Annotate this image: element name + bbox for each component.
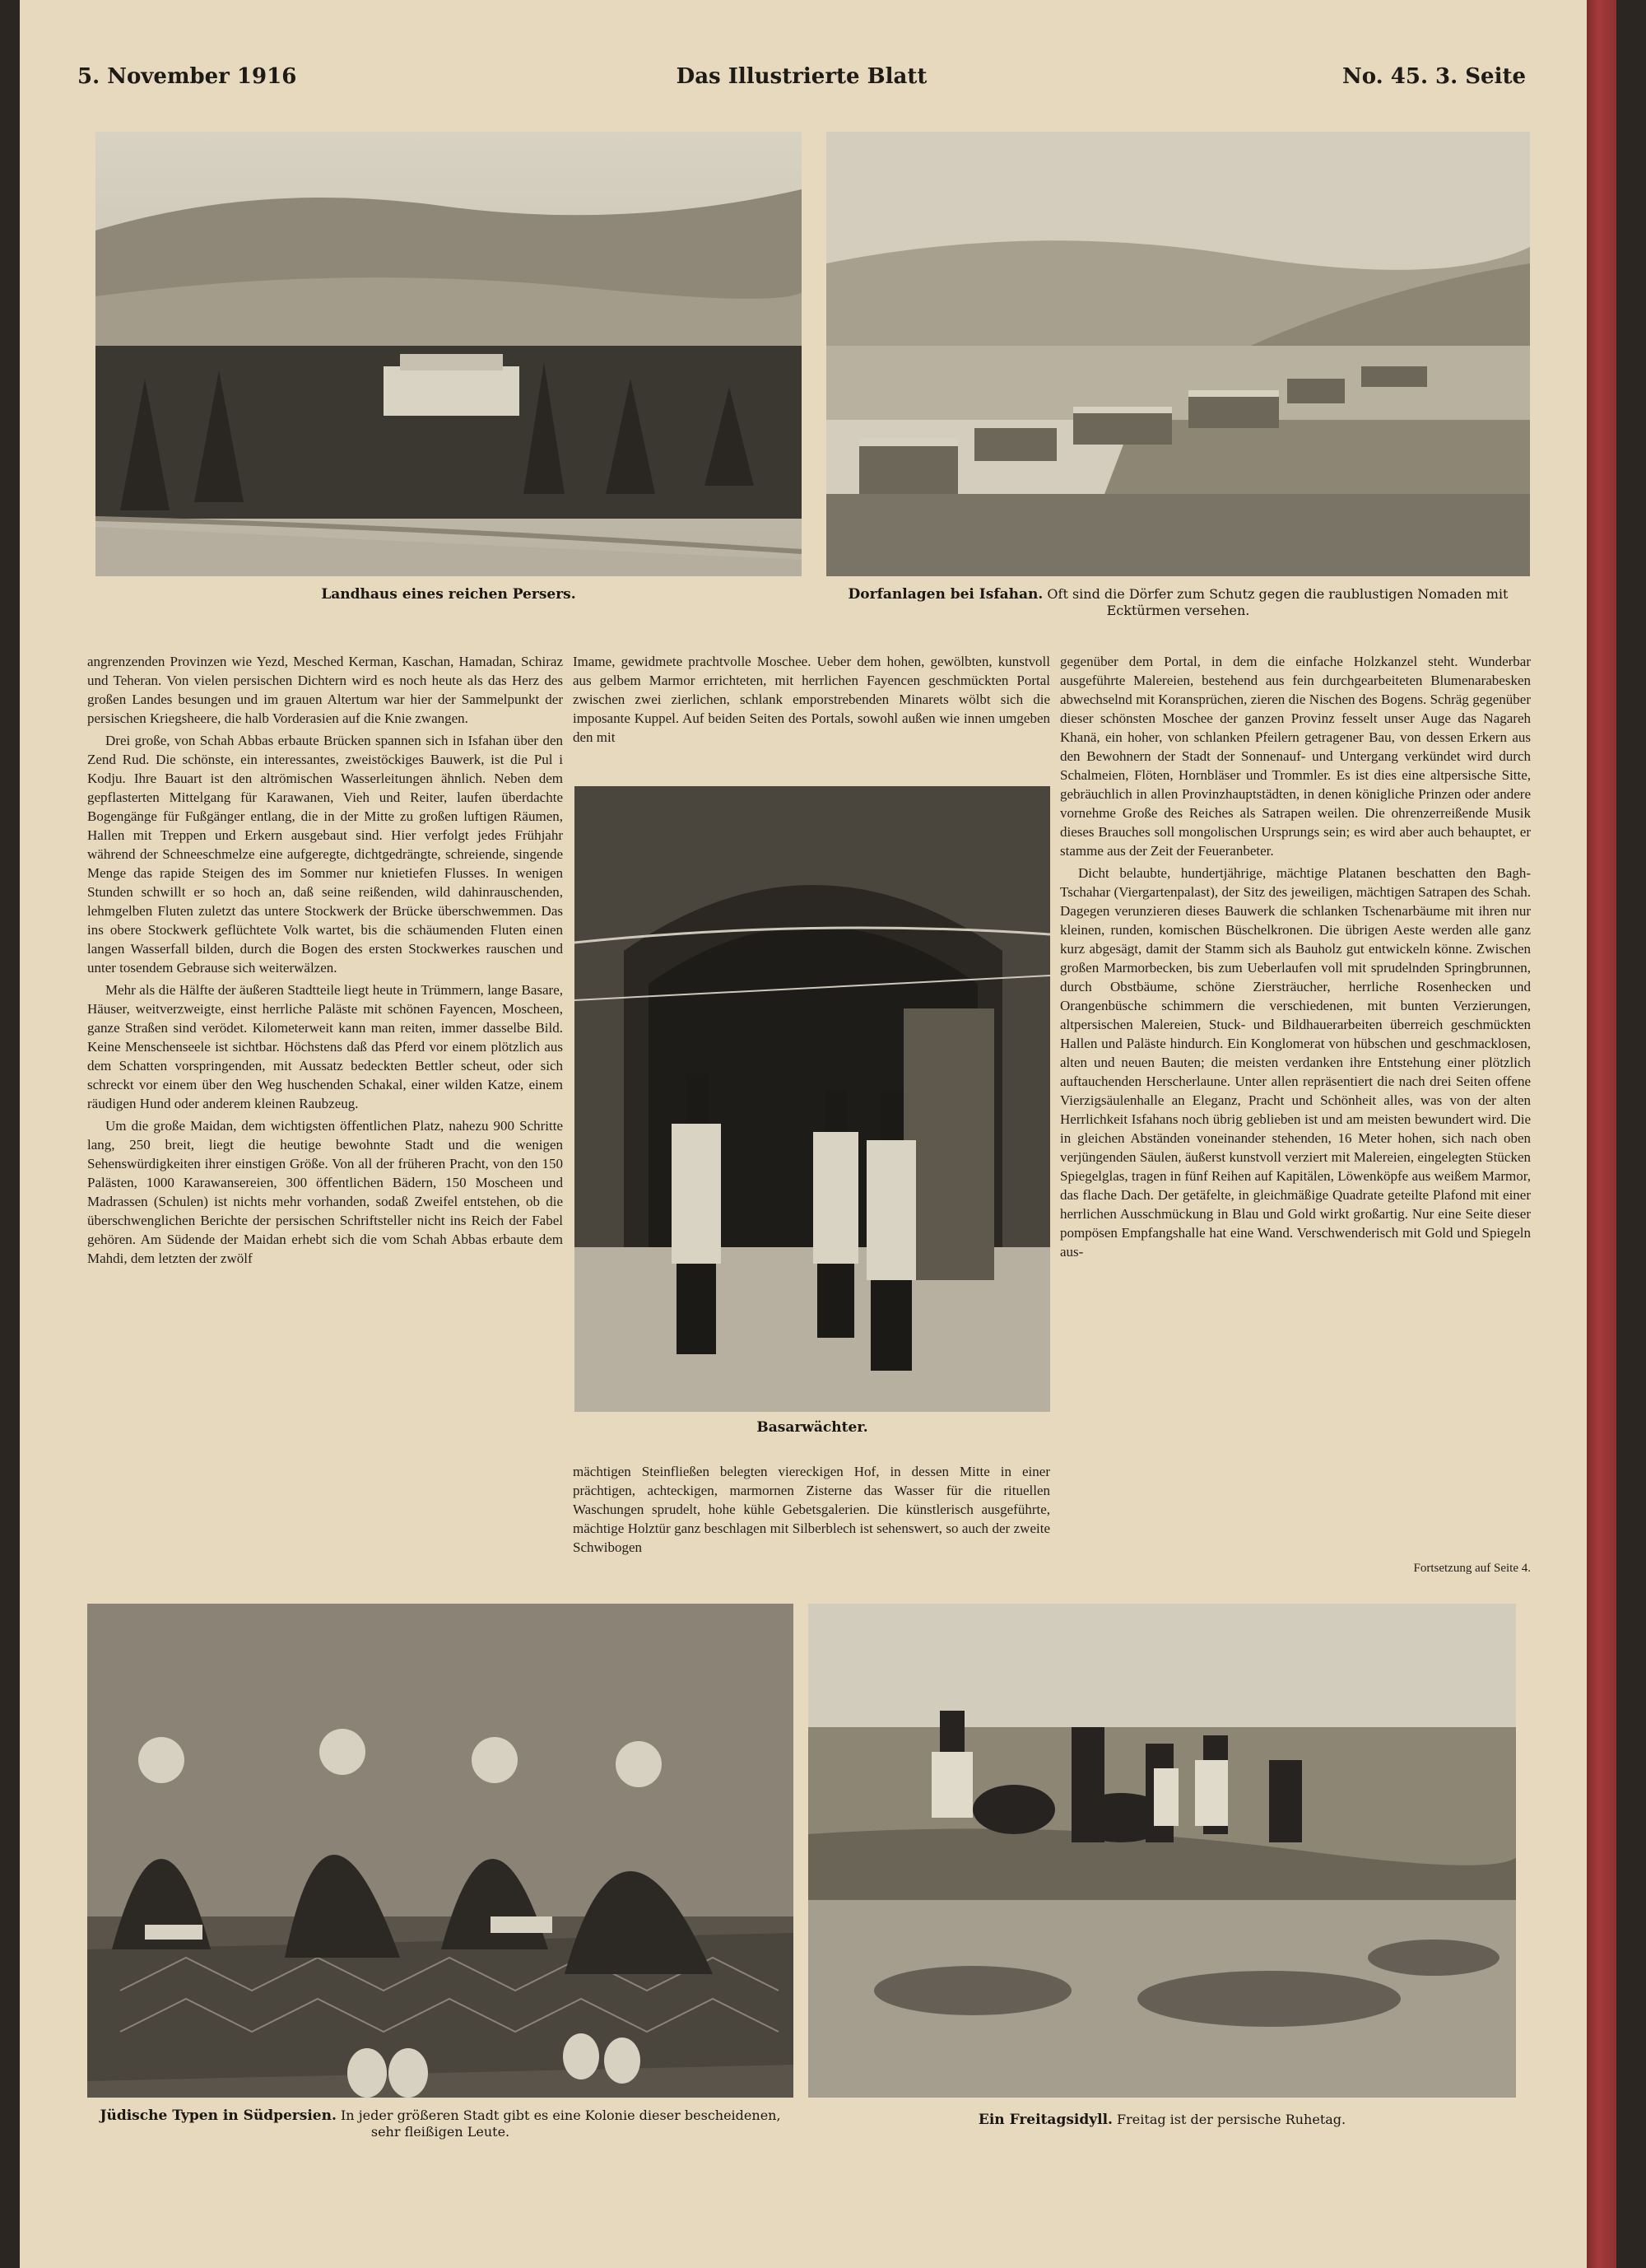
caption-title: Landhaus eines reichen Persers. (321, 586, 576, 603)
continuation-note: Fortsetzung auf Seite 4. (1413, 1562, 1531, 1575)
red-binding (1587, 0, 1616, 2268)
caption-title: Jüdische Typen in Südpersien. (100, 2107, 337, 2124)
photo-jewish-types (87, 1604, 793, 2098)
paragraph: angrenzenden Provinzen wie Yezd, Mesched Kerman, Kaschan, Hamadan, Schiraz und Teheran. Von vielen persischen Dichtern wird es noch heute als das Herz des großen Landes besungen und im grauen Altertum war hier der Sammelpunkt der persischen Kriegsheere, die halb Vorderasien auf die Knie zwangen. (87, 654, 563, 726)
caption-title: Dorfanlagen bei Isfahan. (848, 586, 1044, 603)
page-number: No. 45. 3. Seite (1342, 64, 1526, 89)
article-column-2-bottom (573, 1462, 1050, 1586)
issue-date: 5. November 1916 (77, 64, 297, 89)
paragraph: Mehr als die Hälfte der äußeren Stadtteile liegt heute in Trümmern, lange Basare, Häuser, weitverzweigte, einst herrliche Paläste mit schönen Fayencen, Moscheen, ganze Straßen sind verödet. Kilometerweit kann man reiten, immer dasselbe Bild. Keine Menschenseele ist sichtbar. Höchstens daß das Pferd vor einem plötzlich aus dem Schatten vorspringenden, mit Aussatz bedeckten Bettler scheut, oder sich schreckt vor einem über den Weg huschenden Schakal, einer wilden Katze, einem räudigen Hund oder anderem kleinen Raubzeug. (87, 982, 563, 1111)
paragraph: Drei große, von Schah Abbas erbaute Brücken spannen sich in Isfahan über den Zend Rud. Die schönste, ein interessantes, zweistöckiges Bauwerk, ist die Pul i Kodju. Ihre Bauart ist den altrömischen Wasserleitungen ähnlich. Neben dem gepflasterten Mittelgang für Karawanen, Vieh und Reiter, laufen überdachte Bogengänge für Fußgänger entlang, die in der Mitte zu großen luftigen Räumen, Hallen mit Treppen und Erkern ausgebaut sind. Hier verfolgt jedes Frühjahr während der Schneeschmelze eine aufgeregte, dichtgedrängte, schreiende, singende Menge das rapide Steigen des im Sommer nur knietiefen Flusses. In wenigen Stunden schwillt er so hoch an, daß seine reißenden, wild dahinrauschenden, lehmgelben Fluten zuletzt das untere Stockwerk der Brücke überschwemmen. Das ins obere Stockwerk geflüchtete Volk wartet, bis die schäumenden Fluten einen langen Wasserfall bilden, durch die Bogen des ersten Stockwerkes rauschen und unter tosendem Gebrause sich weiterwälzen. (87, 733, 563, 976)
paragraph: Um die große Maidan, dem wichtigsten öffentlichen Platz, nahezu 900 Schritte lang, 250 breit, liegt die heutige bewohnte Stadt und die wenigen Sehenswürdigkeiten ihrer einstigen Größe. Von all der früheren Pracht, von den 150 Palästen, 1000 Karawansereien, 300 öffentlichen Bädern, 150 Moscheen und Madrassen (Schulen) ist nichts mehr vorhanden, sodaß Zweifel entstehen, ob die überschwenglichen Berichte der persischen Schriftsteller nicht ins Reich der Fabel gehören. Am Südende der Maidan erhebt sich die vom Schah Abbas erbaute dem Mahdi, dem letzten der zwölf (87, 1118, 563, 1266)
article-column-3 (1060, 652, 1531, 1574)
photo-friday-idyll (808, 1604, 1516, 2098)
caption-text: In jeder größeren Stadt gibt es eine Kolonie dieser bescheidenen, sehr fleißigen Leute. (340, 2107, 781, 2140)
caption-text: Oft sind die Dörfer zum Schutz gegen die raublustigen Nomaden mit Ecktürmen versehen. (1047, 586, 1509, 618)
paragraph: Imame, gewidmete prachtvolle Moschee. Ueber dem hohen, gewölbten, kunstvoll aus gelbem Marmor errichteten, mit herrlichen Fayencen geschmückten Portal zwischen zwei zierlichen, schlank emporstrebenden Minarets wölbt sich die imposante Kuppel. Auf beiden Seiten des Portals, sowohl außen wie innen umgeben den mit (573, 654, 1050, 745)
paragraph: Dicht belaubte, hundertjährige, mächtige Platanen beschatten den Bagh-Tschahar (Viergartenpalast), der Sitz des jeweiligen, mächtigen Satrapen des Schah. Dagegen verunzieren dieses Bauwerk die schlanken Tschenarbäume mit ihren nur kleinen, runden, komischen Büschelkronen. Die übrigen Aeste werden alle ganz kurz abgesägt, damit der Stamm sich als Bauholz gut entwickeln könne. Zwischen großen Marmorbecken, bis zum Ueberlaufen voll mit sprudelnden Springbrunnen, durch Obstbäume, schöne Ziersträucher, herrliche Rosenhecken und Orangenbüsche schimmern die verschiedenen, mit bunten Verzierungen, altpersischen Malereien, Stuck- und Bildhauerarbeiten überreich geschmückten Hallen und Paläste hindurch. Ein Konglomerat von hübschen und geschmacklosen, alten und neuen Bauten; die meisten verdanken ihre Entstehung einer plötzlich auftauchenden Herscherlaune. Unter allen repräsentiert die nach drei Seiten offene Vierzigsäulenhalle an Eleganz, Pracht und Schönheit alles, was von der alten Herrlichkeit Isfahans noch übrig geblieben ist und am meisten bewundert wird. Die in gleichen Abständen voneinander stehenden, 16 Meter hohen, sich nach oben verjüngenden Säulen, äußerst kunstvoll verziert mit Malereien, eingelegten Stücken Spiegelglas, tragen in fünf Reihen auf Kapitälen, Löwenköpfe aus weißem Marmor, das flache Dach. Der getäfelte, in gleichmäßige Quadrate geteilte Plafond mit einer herrlichen Ausschmückung in Blau und Gold wirkt großartig. Nur eine Seite dieser pompösen Empfangshalle hat eine Wand. Verschwenderisch mit Gold und Spiegeln aus- (1060, 865, 1531, 1260)
caption-title: Ein Freitagsidyll. (978, 2112, 1113, 2128)
caption-title: Basarwächter. (756, 1419, 868, 1436)
paragraph: mächtigen Steinfließen belegten viereckigen Hof, in dessen Mitte in einer prächtigen, achteckigen, marmornen Zisterne das Wasser für die rituellen Waschungen sprudelt, hohe kühle Gebetsgalerien. Die künstlerisch ausgeführte, mächtige Holztür ganz beschlagen mit Silberblech ist sehenswert, so auch der zweite Schwibogen (573, 1464, 1050, 1555)
masthead-title: Das Illustrierte Blatt (676, 64, 928, 89)
caption-village (826, 586, 1530, 619)
caption-country-house (95, 586, 802, 603)
page-header (77, 64, 1526, 97)
paragraph: gegenüber dem Portal, in dem die einfache Holzkanzel steht. Wunderbar ausgeführte Malereien, bestehend aus fein durchgearbeiteten Blumenarabesken abwechselnd mit Koransprüchen, zieren die Nischen des Bogens. Schräg gegenüber dieser schönsten Moschee der ganzen Provinz fesselt unser Auge das Nagareh Khanä, ein hoher, von schlanken Pfeilern getragener Bau, von dessen Erkern aus den Bewohnern der Stadt der Sonnenauf- und Untergang verkündet wird durch Schalmeien, Flöten, Hornbläser und Trommler. Es ist dies eine altpersische Sitte, gebräuchlich in allen Provinzhauptstädten, in denen königliche Prinzen oder andere vornehme Große des Reiches als Satrapen weilen. Die ohrenzerreißende Musik dieses Brauches soll mongolischen Ursprungs sein; es wird aber auch behauptet, er stamme aus der Zeit der Feueranbeter. (1060, 654, 1531, 859)
photo-country-house (95, 132, 802, 576)
newspaper-page (20, 0, 1616, 2268)
caption-jewish-types (87, 2107, 793, 2140)
caption-friday-idyll (808, 2112, 1516, 2128)
caption-text: Freitag ist der persische Ruhetag. (1117, 2112, 1346, 2127)
caption-bazaar-guards (574, 1419, 1050, 1436)
article-column-1 (87, 652, 563, 1582)
photo-village (826, 132, 1530, 576)
photo-bazaar-guards (574, 786, 1050, 1412)
article-column-2-top (573, 652, 1050, 775)
